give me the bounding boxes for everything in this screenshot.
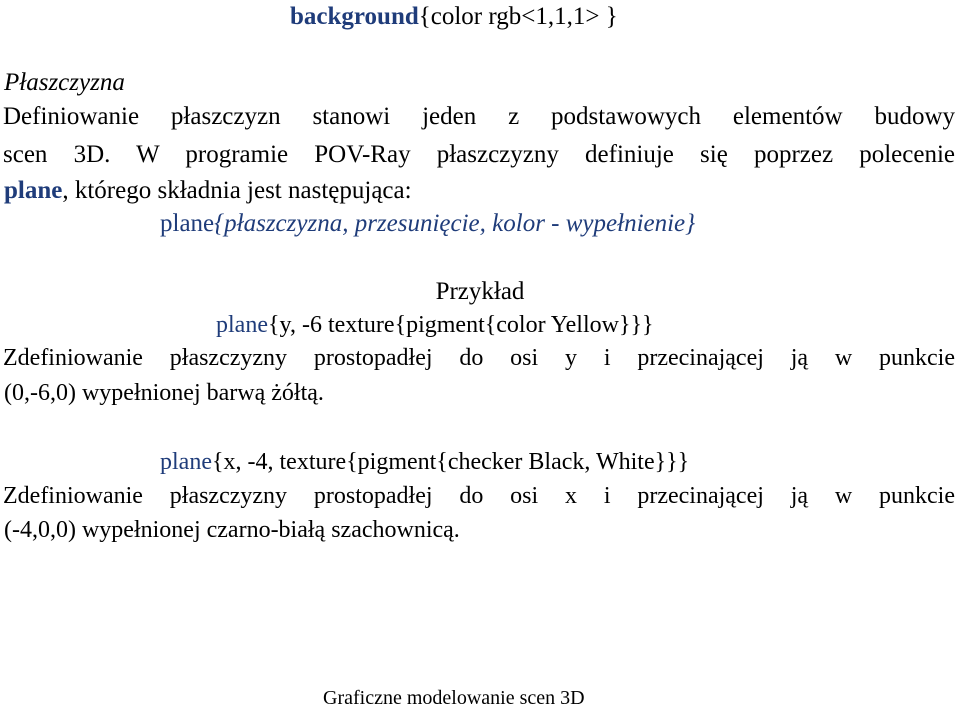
background-keyword: background [290,3,419,30]
plane-keyword: plane [4,177,63,204]
code1-params: {y, -6 texture{pigment{color Yellow}}} [267,312,654,338]
code2-keyword: plane [160,449,212,475]
intro-line-2: scen 3D. W programie POV-Ray płaszczyzny definiuje się poprzez polecenie [3,141,955,168]
code2-params: {x, -4, texture{pigment{checker Black, White}}} [211,449,690,475]
intro-line-3-rest: , którego składnia jest następująca: [62,177,412,204]
syntax-keyword: plane [160,210,215,237]
background-code-line [290,4,618,29]
example-code-2 [160,450,689,474]
example-desc-2-line-2: (-4,0,0) wypełnionej czarno-białą szachownicą. [4,517,460,543]
example-title: Przykład [435,278,525,305]
footer-text: Graficzne modelowanie scen 3D [323,687,585,709]
intro-line-1: Definiowanie płaszczyzn stanowi jeden z podstawowych elementów budowy [3,103,955,130]
intro-line-3 [4,178,412,203]
code1-keyword: plane [216,312,268,338]
section-title: Płaszczyzna [4,69,125,96]
syntax-line [160,211,695,236]
example-desc-1-line-2: (0,-6,0) wypełnionej barwą żółtą. [4,380,324,406]
example-desc-2-line-1: Zdefiniowanie płaszczyzny prostopadłej do osi x i przecinającej ją w punkcie [3,483,955,509]
example-desc-1-line-1: Zdefiniowanie płaszczyzny prostopadłej do osi y i przecinającej ją w punkcie [3,345,955,371]
background-params: {color rgb<1,1,1> } [418,3,618,30]
example-code-1 [216,313,654,337]
syntax-params: {płaszczyzna, przesunięcie, kolor - wypełnienie} [214,210,696,237]
